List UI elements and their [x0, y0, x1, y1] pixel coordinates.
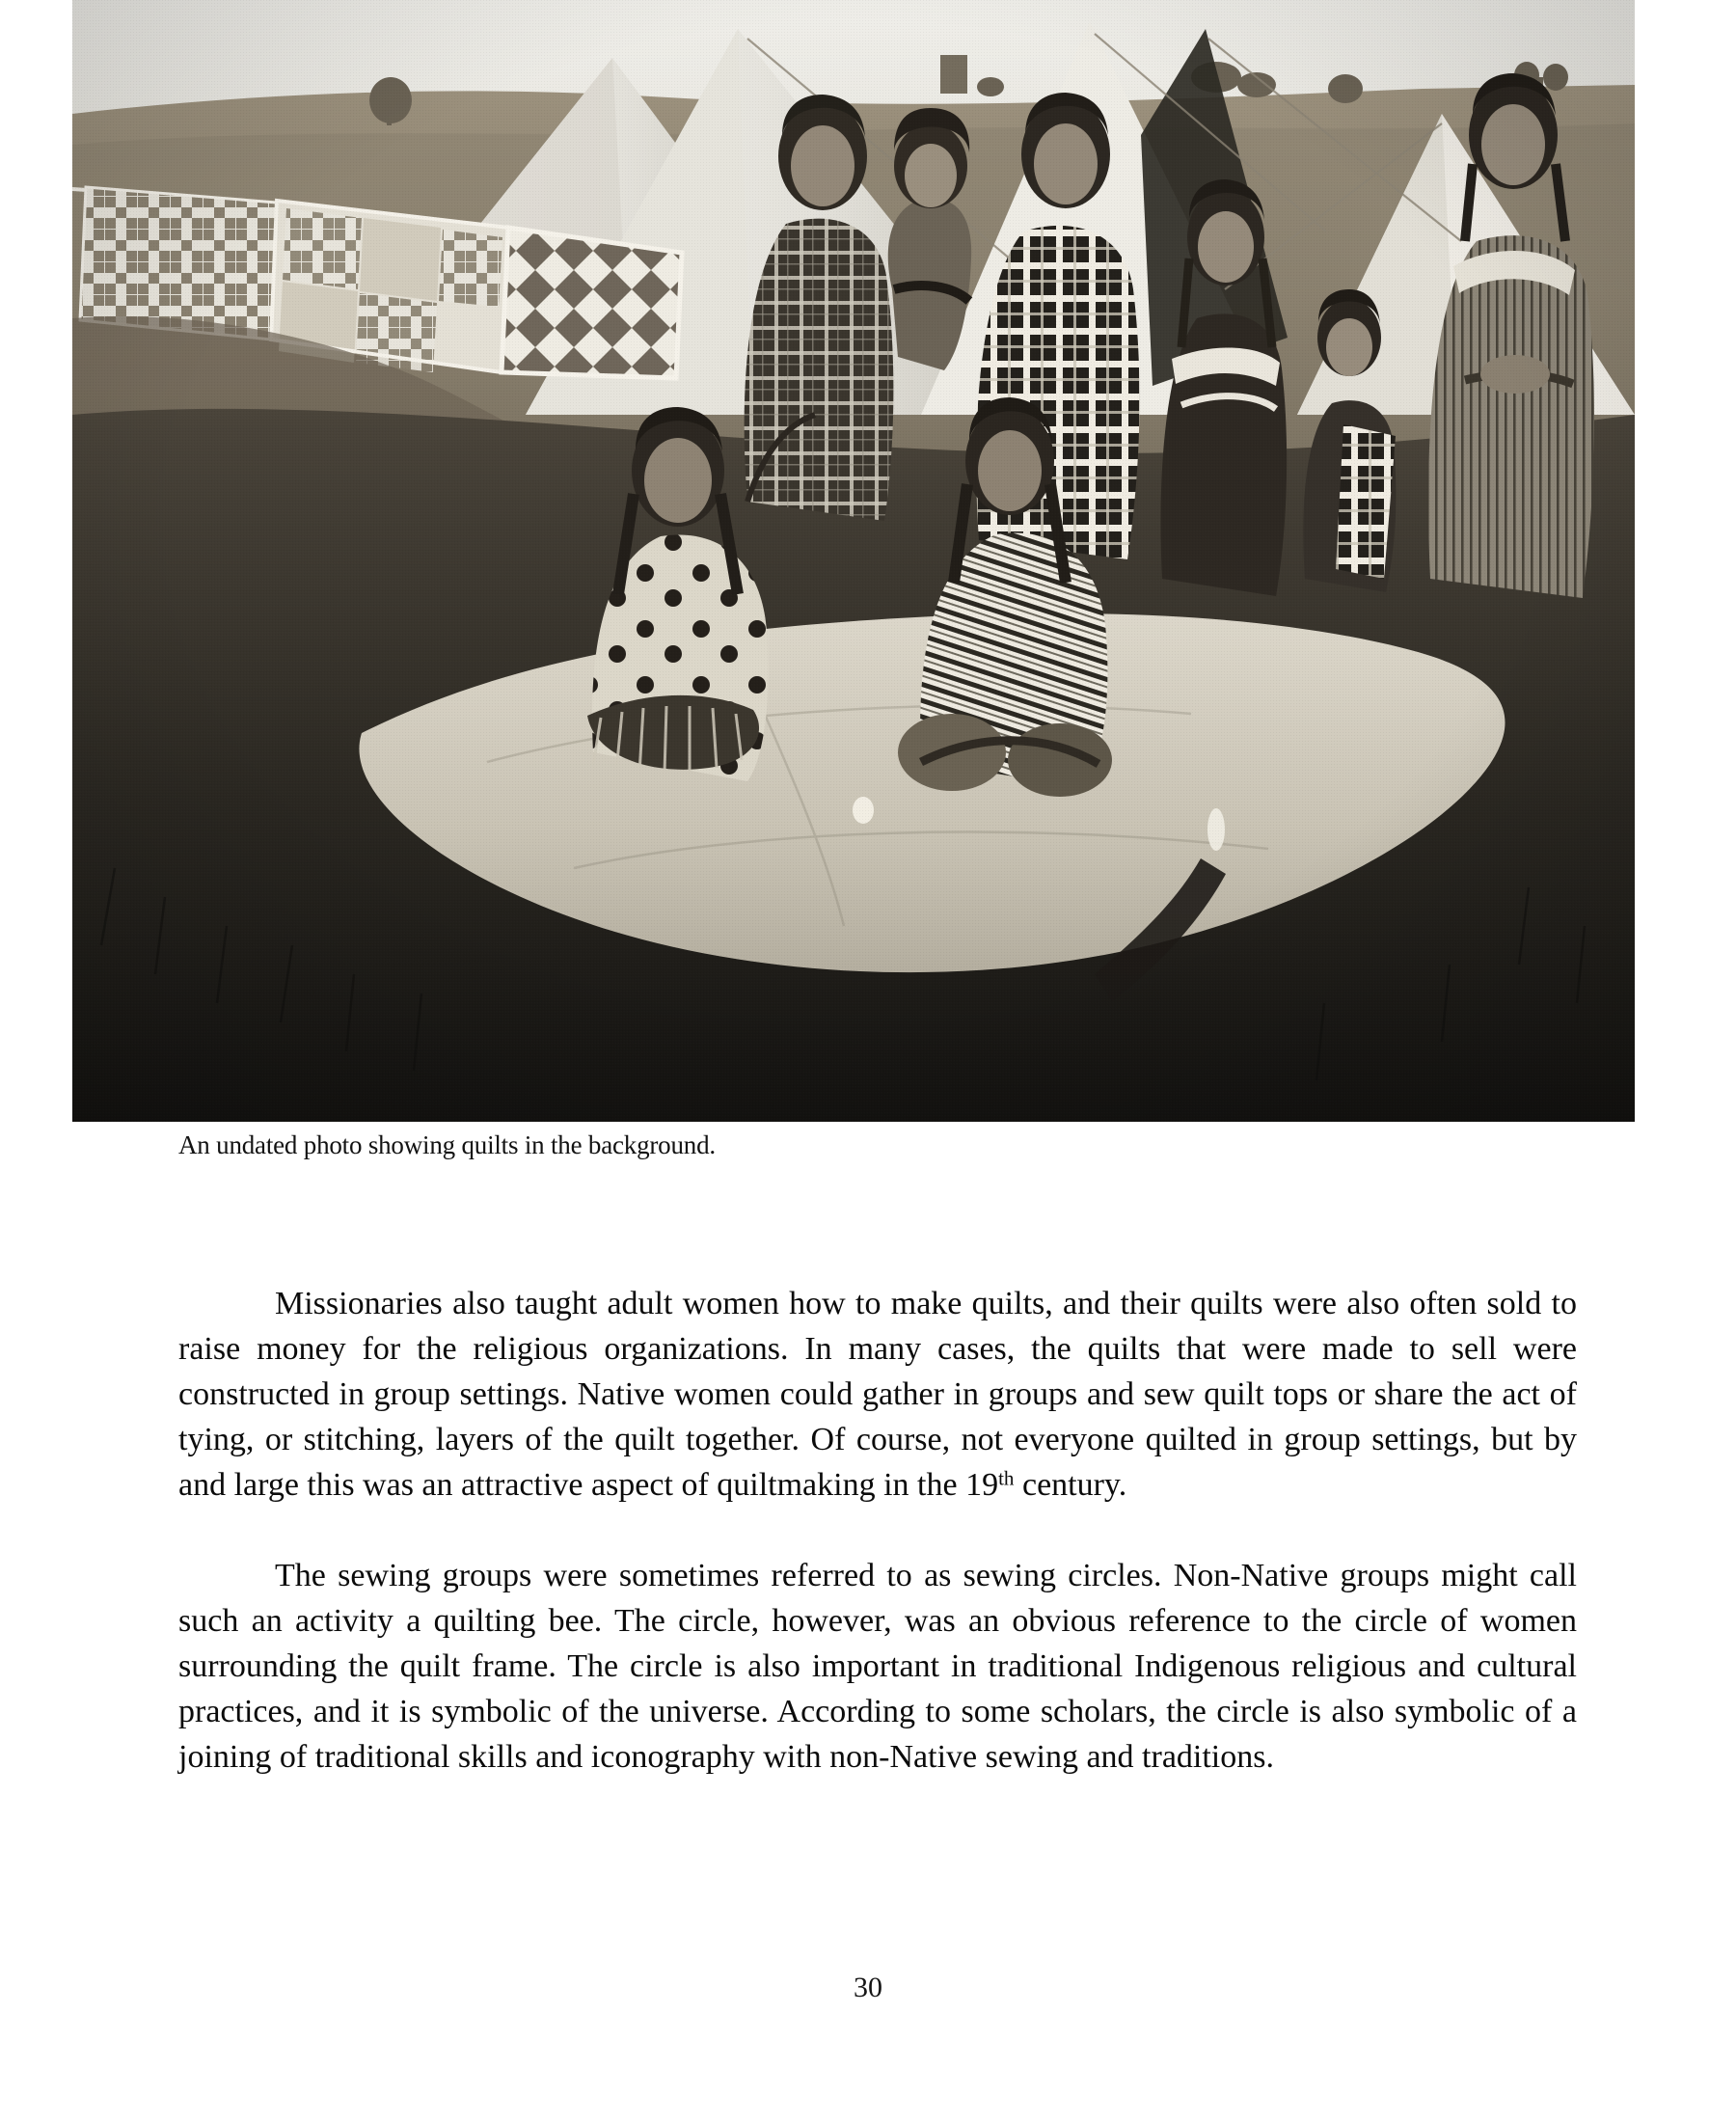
page-number: 30 — [854, 1972, 882, 2003]
figure-photograph — [72, 0, 1635, 1122]
body-text-block — [178, 1281, 1577, 1780]
figure-caption: An undated photo showing quilts in the background. — [178, 1130, 716, 1159]
paragraph-2: The sewing groups were sometimes referred to as sewing circles. Non-Native groups might call such an activity a quilting bee. The circle, however, was an obvious reference to the circle of women surrounding the quilt frame. The circle is also important in traditional Indigenous religious and cultural practices, and it is symbolic of the universe. According to some scholars, the circle is also symbolic of a joining of traditional skills and iconography with non-Native sewing and traditions. — [178, 1558, 1577, 1775]
ordinal-suffix: th — [998, 1466, 1015, 1490]
historical-photograph-image — [72, 0, 1635, 1122]
paragraph-1: Missionaries also taught adult women how to make quilts, and their quilts were also often sold to raise money for the religious organizations. In many cases, the quilts that were made to sell were constructed in group settings. Native women could gather in groups and sew quilt tops or share the act of tying, or stitching, layers of the quilt together. Of course, not everyone quilted in group settings, but by and large this was an attractive aspect of quiltmaking in the 19th century. — [178, 1286, 1577, 1503]
